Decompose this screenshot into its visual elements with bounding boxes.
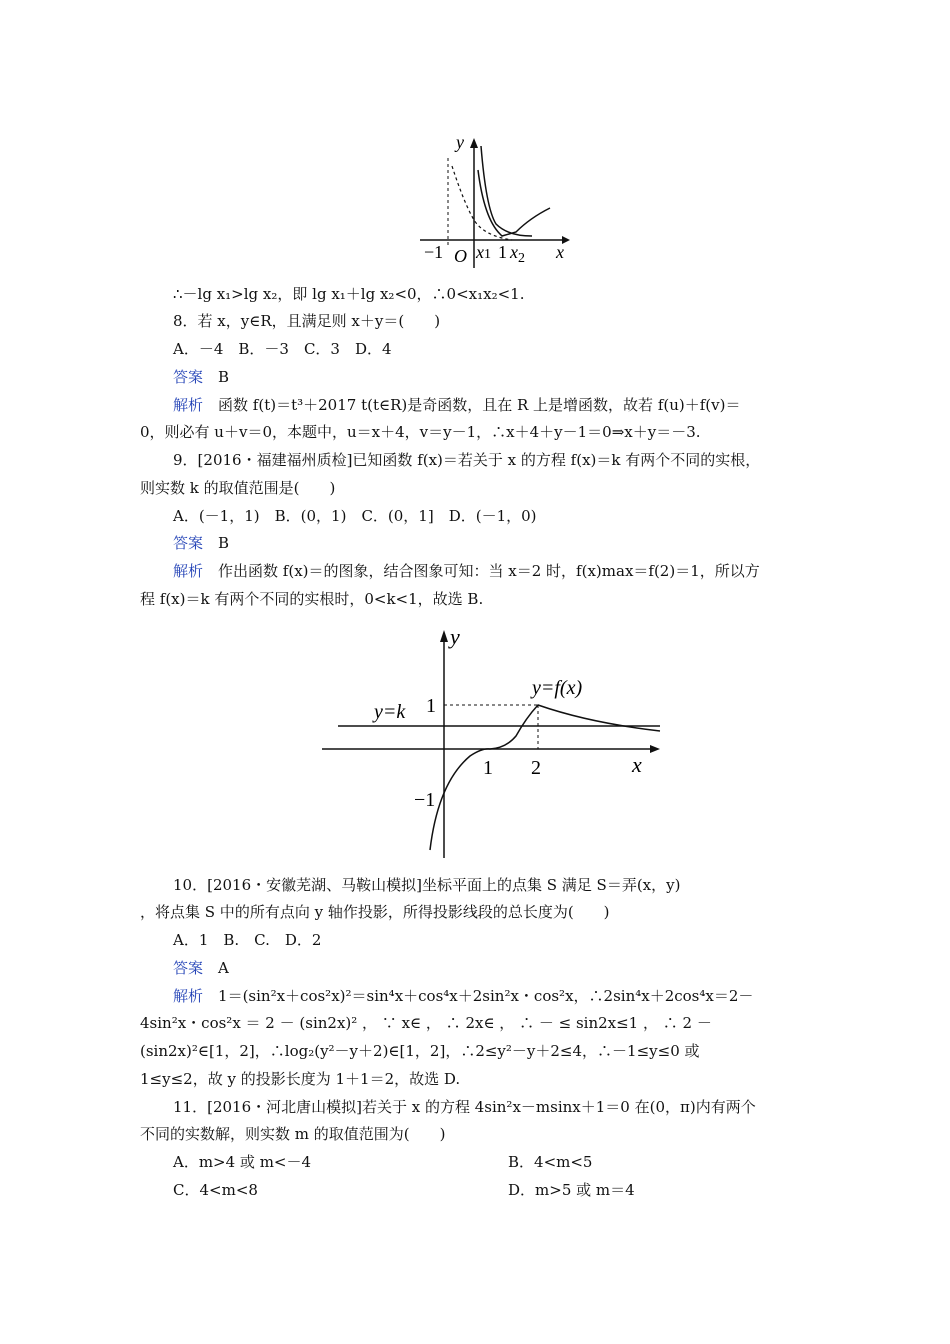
q10-explanation-3: (sin2x)²∈[1，2]，∴log₂(y²－y＋2)∈[1，2]，∴2≤y²－y＋2≤4，∴－1≤y≤0 或 bbox=[140, 1042, 700, 1060]
q8-answer bbox=[173, 367, 853, 387]
option-a: A．m>4 或 m<－4 bbox=[173, 1153, 312, 1171]
tick-neg1-y: −1 bbox=[414, 789, 436, 811]
q8-explanation-2: 0，则必有 u＋v＝0，本题中，u＝x＋4，v＝y－1，∴x＋4＋y－1＝0⇒x＋y＝－3. bbox=[140, 423, 701, 441]
y-label: y bbox=[456, 132, 464, 152]
q10-explanation-1 bbox=[173, 986, 820, 1006]
neg-one-label: −1 bbox=[424, 242, 444, 262]
q8-stem: 8．若 x，y∈R，且满足则 x＋y＝( ) bbox=[173, 312, 441, 330]
q9-options: A．(－1，1) B．(0，1) C．(0，1] D．(－1，0) bbox=[173, 507, 537, 525]
explanation-label: 解析 bbox=[173, 562, 204, 580]
q9-stem-1: 9．[2016・福建福州质检]已知函数 f(x)＝若关于 x 的方程 f(x)＝k 有两个不同的实根， bbox=[173, 451, 761, 469]
q10-stem-2: ，将点集 S 中的所有点向 y 轴作投影，所得投影线段的总长度为( ) bbox=[140, 903, 610, 921]
origin-label: O bbox=[454, 246, 467, 266]
x-label: x bbox=[556, 242, 564, 262]
y-equals-k-label: y=k bbox=[374, 701, 406, 723]
figure-log-graphs bbox=[412, 128, 578, 278]
tick-1-y: 1 bbox=[426, 695, 436, 717]
tick-1-x: 1 bbox=[483, 757, 493, 779]
q9-stem-2: 则实数 k 的取值范围是( ) bbox=[140, 479, 336, 497]
q10-stem-1: 10．[2016・安徽芜湖、马鞍山模拟]坐标平面上的点集 S 满足 S＝弄(x，y) bbox=[173, 876, 681, 894]
q9-explanation-1 bbox=[173, 561, 853, 581]
q11-stem-1: 11．[2016・河北唐山模拟]若关于 x 的方程 4sin²x－msinx＋1＝0 在(0，π)内有两个 bbox=[173, 1098, 756, 1116]
figure-piecewise-graph bbox=[310, 618, 680, 862]
option-d: D．m>5 或 m＝4 bbox=[508, 1181, 635, 1199]
y-label: y bbox=[450, 624, 460, 649]
q10-explanation-4: 1≤y≤2，故 y 的投影长度为 1＋1＝2，故选 D. bbox=[140, 1070, 461, 1088]
y-axis-arrow bbox=[470, 138, 478, 148]
x2-label: $x_2$ bbox=[510, 242, 525, 266]
answer-value: A bbox=[218, 959, 229, 977]
answer-value: B bbox=[218, 534, 230, 552]
tick-2-x: 2 bbox=[531, 757, 541, 779]
answer-label: 答案 bbox=[173, 534, 204, 552]
answer-value: B bbox=[218, 368, 230, 386]
y-axis-arrow bbox=[440, 630, 448, 642]
answer-label: 答案 bbox=[173, 959, 204, 977]
q11-stem-2: 不同的实数解，则实数 m 的取值范围为( ) bbox=[140, 1125, 446, 1143]
q9-explanation-2: 程 f(x)＝k 有两个不同的实根时，0<k<1，故选 B. bbox=[140, 590, 484, 608]
q10-explanation-2: 4sin²x・cos²x ＝ 2 － (sin2x)² ， ∵ x∈ ， ∴ 2x∈ ， ∴ － ≤ sin2x≤1 ， ∴ 2 － bbox=[140, 1014, 712, 1032]
q8-options: A．－4 B．－3 C．3 D．4 bbox=[173, 340, 392, 358]
explanation-text: 函数 f(t)＝t³＋2017 t(t∈R)是奇函数，且在 R 上是增函数，故若 f(u)＋f(v)＝ bbox=[218, 396, 741, 414]
q10-answer bbox=[173, 958, 853, 978]
y-equals-fx-label: y=f(x) bbox=[532, 677, 583, 699]
explanation-label: 解析 bbox=[173, 396, 204, 414]
x1-label: x1 bbox=[476, 242, 491, 262]
one-label: 1 bbox=[498, 242, 507, 262]
q9-answer bbox=[173, 533, 853, 553]
q11-options-row-2 bbox=[173, 1180, 853, 1200]
explanation-text: 作出函数 f(x)＝的图象，结合图象可知：当 x＝2 时，f(x)max＝f(2)＝1，所以方 bbox=[218, 562, 760, 580]
decreasing-curve bbox=[481, 146, 532, 236]
explanation-text: 1＝(sin²x＋cos²x)²＝sin⁴x＋cos⁴x＋2sin²x・cos²x，∴2sin⁴x＋2cos⁴x＝2－ bbox=[218, 987, 754, 1005]
conclusion-line: ∴－lg x₁>lg x₂，即 lg x₁＋lg x₂<0，∴0<x₁x₂<1. bbox=[173, 285, 525, 303]
option-b: B．4<m<5 bbox=[508, 1153, 593, 1171]
option-c: C．4<m<8 bbox=[173, 1181, 258, 1199]
q10-options: A．1 B. C. D．2 bbox=[173, 931, 322, 949]
x-label: x bbox=[632, 752, 642, 777]
answer-label: 答案 bbox=[173, 368, 204, 386]
q8-explanation-1 bbox=[173, 395, 820, 415]
explanation-label: 解析 bbox=[173, 987, 204, 1005]
q11-options-row-1 bbox=[173, 1152, 853, 1172]
x-axis-arrow bbox=[650, 745, 660, 753]
